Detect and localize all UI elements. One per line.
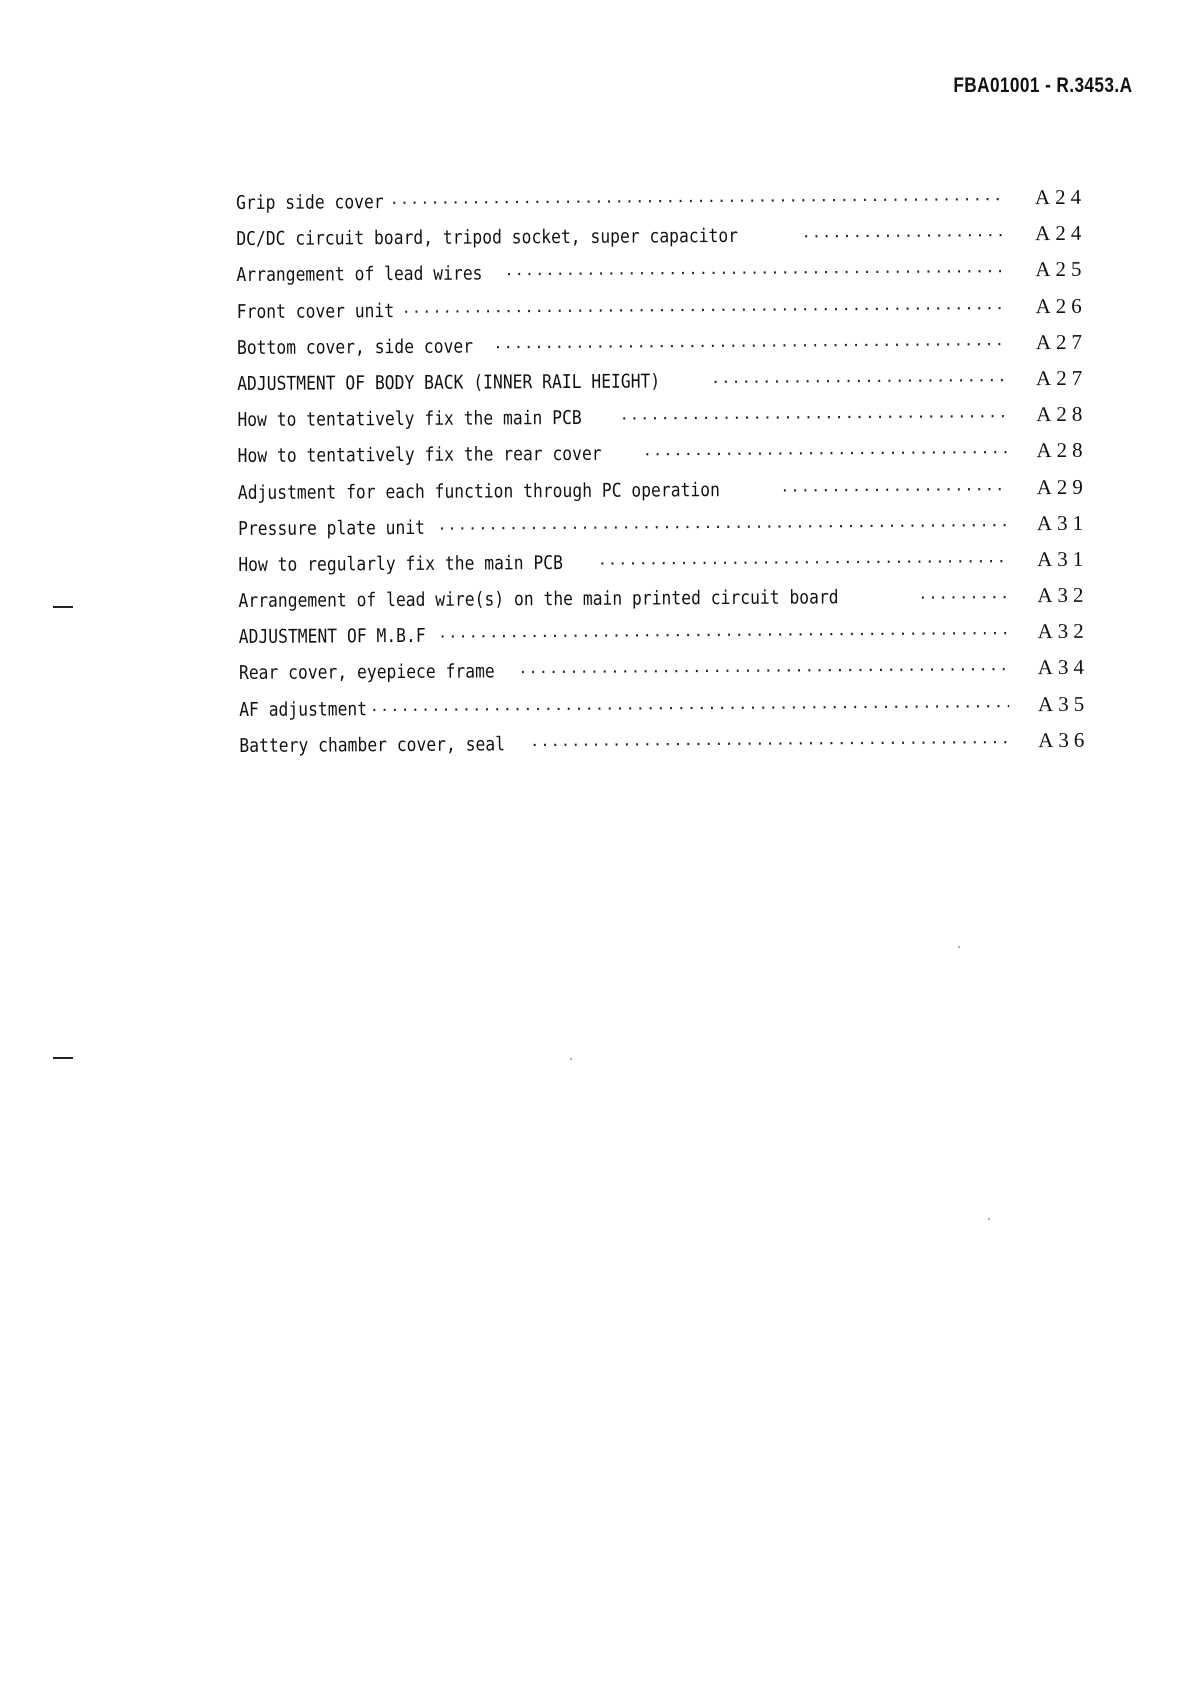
toc-entry-title: ADJUSTMENT OF M.B.F <box>238 625 426 649</box>
dot-leader <box>711 371 1007 391</box>
toc-entry-page: A26 <box>1035 293 1087 318</box>
toc-entry <box>238 438 1088 479</box>
toc-entry <box>238 547 1088 588</box>
toc-entry <box>236 185 1086 226</box>
toc-entry-title: Front cover unit <box>236 299 395 323</box>
table-of-contents <box>236 185 1090 769</box>
toc-entry-page: A24 <box>1035 220 1087 246</box>
toc-entry-title: Pressure plate unit <box>238 516 426 540</box>
toc-entry <box>238 510 1088 551</box>
toc-entry-page: A31 <box>1036 510 1089 535</box>
dot-leader <box>370 697 1009 719</box>
toc-entry-title: Rear cover, eyepiece frame <box>238 660 495 685</box>
binding-mark <box>53 606 73 608</box>
toc-entry <box>239 655 1089 696</box>
dot-leader <box>598 552 1009 573</box>
toc-entry-title: Arrangement of lead wires <box>236 262 483 287</box>
scan-speck <box>988 1218 990 1220</box>
dot-leader <box>802 226 1007 245</box>
toc-entry-page: A24 <box>1034 184 1087 210</box>
toc-entry-title: ADJUSTMENT OF BODY BACK (INNER RAIL HEIGHT) <box>237 370 661 395</box>
toc-entry-title: How to tentatively fix the rear cover <box>237 443 602 468</box>
dot-leader <box>402 299 1007 321</box>
toc-entry <box>239 619 1089 660</box>
toc-entry <box>237 366 1087 407</box>
toc-entry-title: AF adjustment <box>239 697 368 721</box>
toc-entry <box>239 691 1089 732</box>
dot-leader <box>493 335 1007 356</box>
toc-entry-page: A35 <box>1037 691 1090 716</box>
document-id: FBA01001 - R.3453.A <box>952 74 1132 97</box>
toc-entry-page: A32 <box>1037 619 1089 644</box>
dot-leader <box>918 588 1008 607</box>
dot-leader <box>530 733 1009 754</box>
dot-leader <box>620 407 1008 427</box>
toc-entry <box>236 221 1086 262</box>
dot-leader <box>437 516 1008 537</box>
toc-entry-page: A34 <box>1037 655 1090 680</box>
toc-entry <box>237 402 1087 443</box>
toc-entry-page: A31 <box>1037 546 1089 571</box>
toc-entry-page: A36 <box>1038 727 1090 752</box>
toc-entry <box>238 583 1088 624</box>
toc-entry-title: Grip side cover <box>236 191 384 214</box>
toc-entry <box>237 293 1087 334</box>
dot-leader <box>518 661 1009 682</box>
toc-entry <box>237 330 1087 371</box>
toc-entry-page: A32 <box>1037 582 1089 608</box>
toc-entry-page: A25 <box>1035 257 1087 282</box>
dot-leader <box>504 263 1006 284</box>
toc-entry-title: How to tentatively fix the main PCB <box>237 407 582 432</box>
dot-leader <box>643 444 1008 464</box>
dot-leader <box>438 625 1009 646</box>
toc-entry-page: A29 <box>1036 474 1088 499</box>
toc-entry-title: Battery chamber cover, seal <box>239 733 506 757</box>
scan-speck <box>958 946 960 948</box>
toc-entry <box>236 257 1086 298</box>
dot-leader <box>390 190 1007 212</box>
dot-leader <box>780 480 1008 499</box>
toc-entry-page: A27 <box>1035 365 1088 391</box>
toc-entry-title: How to regularly fix the main PCB <box>238 551 564 576</box>
scan-speck <box>570 1058 572 1060</box>
toc-entry-page: A27 <box>1035 329 1088 354</box>
toc-entry <box>238 474 1088 515</box>
toc-entry-title: Adjustment for each function through PC operation <box>237 478 720 504</box>
toc-entry-page: A28 <box>1036 401 1088 427</box>
toc-entry-title: Bottom cover, side cover <box>236 335 474 359</box>
toc-entry-title: Arrangement of lead wire(s) on the main printed circuit board <box>238 586 839 613</box>
binding-mark <box>53 1057 73 1059</box>
toc-entry <box>239 728 1089 769</box>
toc-entry-page: A28 <box>1036 438 1088 463</box>
toc-entry-title: DC/DC circuit board, tripod socket, super capacitor <box>236 225 739 251</box>
